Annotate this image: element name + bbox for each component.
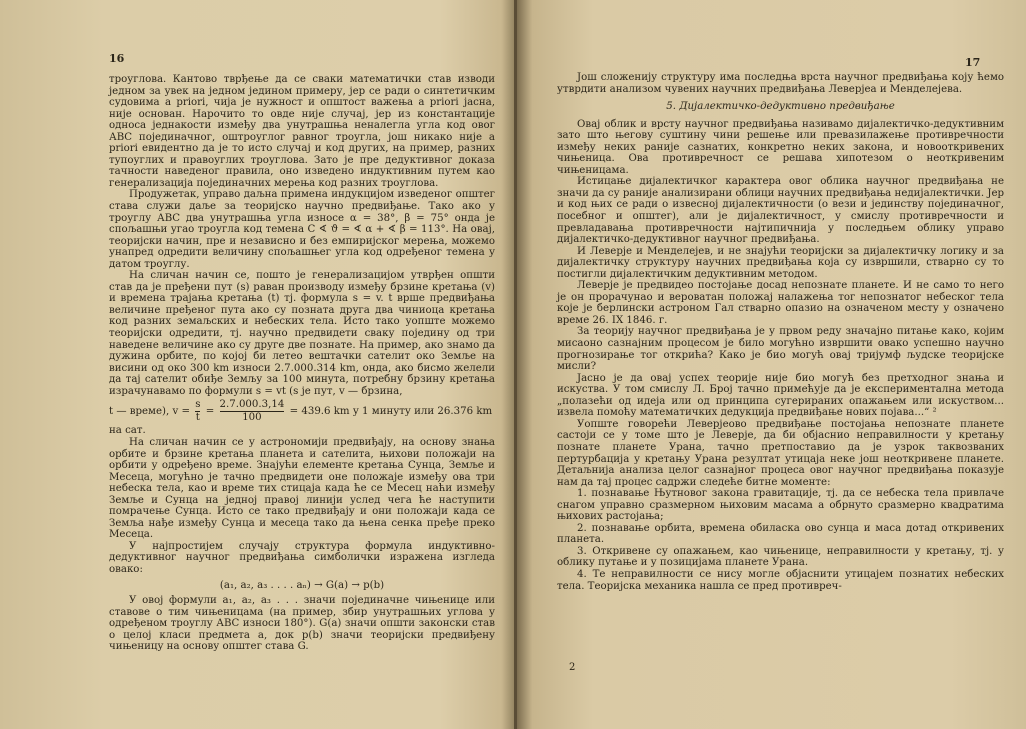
list-item: 2. познавање орбита, времена обиласка ово сунца и маса дотад откривених планета. xyxy=(557,522,1004,546)
formula-tail: на сат. xyxy=(109,425,146,437)
velocity-formula xyxy=(109,399,495,423)
page-number-left: 16 xyxy=(109,52,125,65)
page-number-right: 17 xyxy=(965,56,981,69)
paragraph: И Леверје и Менделејев, и не знајући теоријски за дијалектичку логику и за дијалектичку структуру научних предвиђања која су извршили, стварно су то постигли дијалектичким дедуктивним методом. xyxy=(557,245,1004,280)
paragraph: У најпростијем случају структура формула индуктивно-дедуктивног научног предвиђања симболички изражена изгледа овако: xyxy=(109,540,495,575)
formula-right: = 439.6 km у 1 минуту или 26.376 km xyxy=(289,406,493,418)
paragraph: Овај облик и врсту научног предвиђања називамо дијалектичко-дедуктивним зато што његову суштину чини решење или превазилажење противречности између неких раније сазнатих, конкретно неких закона, и новооткривених чињеница. Ова противречност се решава хипотезом о неоткривеним чињеницама. xyxy=(557,118,1004,176)
paragraph: У овој формули a₁, a₂, a₃ . . . значи појединачне чињенице или ставове о тим чињеницама (на пример, збир унутрашњих углова у одређеном троуглу АВС износи 180°). G(a) значи општи законски став о целој класи предмета a, док p(b) значи теоријски предвиђену чињеницу на основу општег става G. xyxy=(109,595,495,653)
list-item: 4. Те неправилности се нису могле објаснити утицајем познатих небеских тела. Теоријска механика нашла се пред противреч- xyxy=(557,568,1004,592)
right-text-column xyxy=(557,72,1004,592)
right-page xyxy=(517,0,1026,729)
paragraph: Јасно је да овај успех теорије није био могућ без претходног знања и искуства. У том смислу Л. Број тачно примећује да је експериментална метода „полазећи од идеја или од принципа сугерираних опажањем или искуством... извела помоћу математичких дедукција предвиђање нових појава...“ ² xyxy=(557,372,1004,419)
list-item: 3. Откривене су опажањем, као чињенице, неправилности у кретању, тј. у облику путање и у позицијама планете Урана. xyxy=(557,545,1004,569)
left-text-column xyxy=(109,74,495,653)
signature-mark: 2 xyxy=(569,662,576,673)
fraction-st: $\frac{s}{t}$ xyxy=(195,399,201,423)
paragraph: За теорију научног предвиђања је у првом реду значајно питање како, којим мисаоно сазнајним процесом је било могућно извршити овако успешно научно прогнозирање тог открића? Како је био могућ овај тријумф људске теоријске мисли? xyxy=(557,326,1004,373)
formula-equals: = xyxy=(205,406,215,418)
fraction-numeric: $\frac{2.7.000.3,14}{100}$ xyxy=(219,399,285,423)
paragraph: троуглова. Кантово тврђење да се сваки математички став изводи једном за увек на једном једином примеру, јер се ради о синтетичким судовима a priori, чија је нужност и општост важења a priori јасна, није основан. Нарочито то овде није случај, јер из константације односа једнакости између два унутрашња неналегла угла код овог АВС појединачног, оштроуглог равног троугла, још никако није a priori евидентно да је то исто случај и код других, на пример, разних тупоуглих и правоуглих троуглова. Зато је пре дедуктивног доказа тачности наведеног правила, оно изведено индуктивним путем као генерализација појединачних мерења код разних троуглова. xyxy=(109,74,495,189)
intro-paragraph: Још сложенију структуру има последња врста научног предвиђања коју ћемо утврдити анализом чувених научних предвиђања Леверјеа и Менделејева. xyxy=(557,72,1004,95)
paragraph: Истицање дијалектичког карактера овог облика научног предвиђања не значи да су раније анализирани облици научних предвиђања недијалектички. Јер и код њих се ради о извесној дијалектичности (о вези и јединству појединачног, посебног и општег), али је дијалектичност, у смислу противречности и превладавања противречности најтипичнија у последњем облику управо дијалектичко-дедуктивног научног предвиђања. xyxy=(557,176,1004,246)
paragraph: Уопште говорећи Леверјеово предвиђање постојања непознате планете састоји се у томе што је Леверје, да би објаснио неправилности у кретању познате планете Урана, тачно претпоставио да је узрок таквозваних пертурбација у кретању Урана резултат утицаја неке још неоткривене планете. Детаљнија анализа целог сазнајног процеса овог научног предвиђања показује нам да тај процес садржи следеће битне моменте: xyxy=(557,418,1004,488)
symbolic-formula: (a₁, a₂, a₃ . . . . aₙ) → G(a) → p(b) xyxy=(219,579,385,591)
paragraph: На сличан начин се у астрономији предвиђају, на основу знања орбите и брзине кретања планета и сателита, њихови положаји на орбити у одређено време. Знајући елементе кретања Сунца, Земље и Месеца, могућно је тачно предвидети оне положаје између ова три небеска тела, као и време тих стицаја када ће се Месец наћи између Земље и Сунца на једној правој линији услед чега ће наступити помрачење Сунца. Исто се тако предвиђају и они положаји када се Земља нађе између Сунца и месеца тако да њена сенка пређе преко Месеца. xyxy=(109,436,495,541)
section-heading: 5. Дијалектичко-дедуктивно предвиђање xyxy=(666,101,895,113)
paragraph: Продужетак, управо даљна примена индукцијом изведеног општег става служи даље за теоријско научно предвиђање. Тако ако у троуглу АВС два унутрашња угла износе α = 38°, β = 75° онда је спољашњи угао троугла код темена C ∢ ϑ = ∢ α + ∢ β = 113°. На овај, теоријски начин, пре и независно и без емпиријског мерења, можемо унапред одредити величину спољашњег угла код одређеног темена у датом троуглу. xyxy=(109,189,495,270)
paragraph: На сличан начин се, пошто је генерализацијом утврђен општи став да је пређени пут (s) раван производу између брзине кретања (v) и времена трајања кретања (t) тј. формула s = v. t врше предвиђања величине пређеног пута ако су позната друга два чиниоца кретања код разних земаљских и небеских тела. Исто тако уопште можемо теоријски одредити, тј. научно предвидети сваку поједину од три наведене величине ако су друге две познате. На пример, ако знамо да дужина орбите, по којој би летео вештачки сателит око Земље на висини од око 300 km износи 2.7.000.314 km, онда, ако бисмо желели да тај сателит обиђе Земљу за 100 минута, потребну брзину кретања израчунавамо по формули s = vt (s је пут, v — брзина, xyxy=(109,270,495,397)
formula-left: t — време), v = xyxy=(109,406,190,418)
list-item: 1. познавање Њутновог закона гравитације, тј. да се небеска тела привлаче снагом управно сразмерном њиховим масама а обрнуто сразмерно квадратима њихових растојања; xyxy=(557,488,1004,523)
paragraph: Леверје је предвидео постојање досад непознате планете. И не само то него је он прорачунао и вероватан положај налажења тог непознатог небеског тела које је берлински астроном Гал стварно опазио на означеном месту у означено време 26. IX 1846. г. xyxy=(557,280,1004,326)
